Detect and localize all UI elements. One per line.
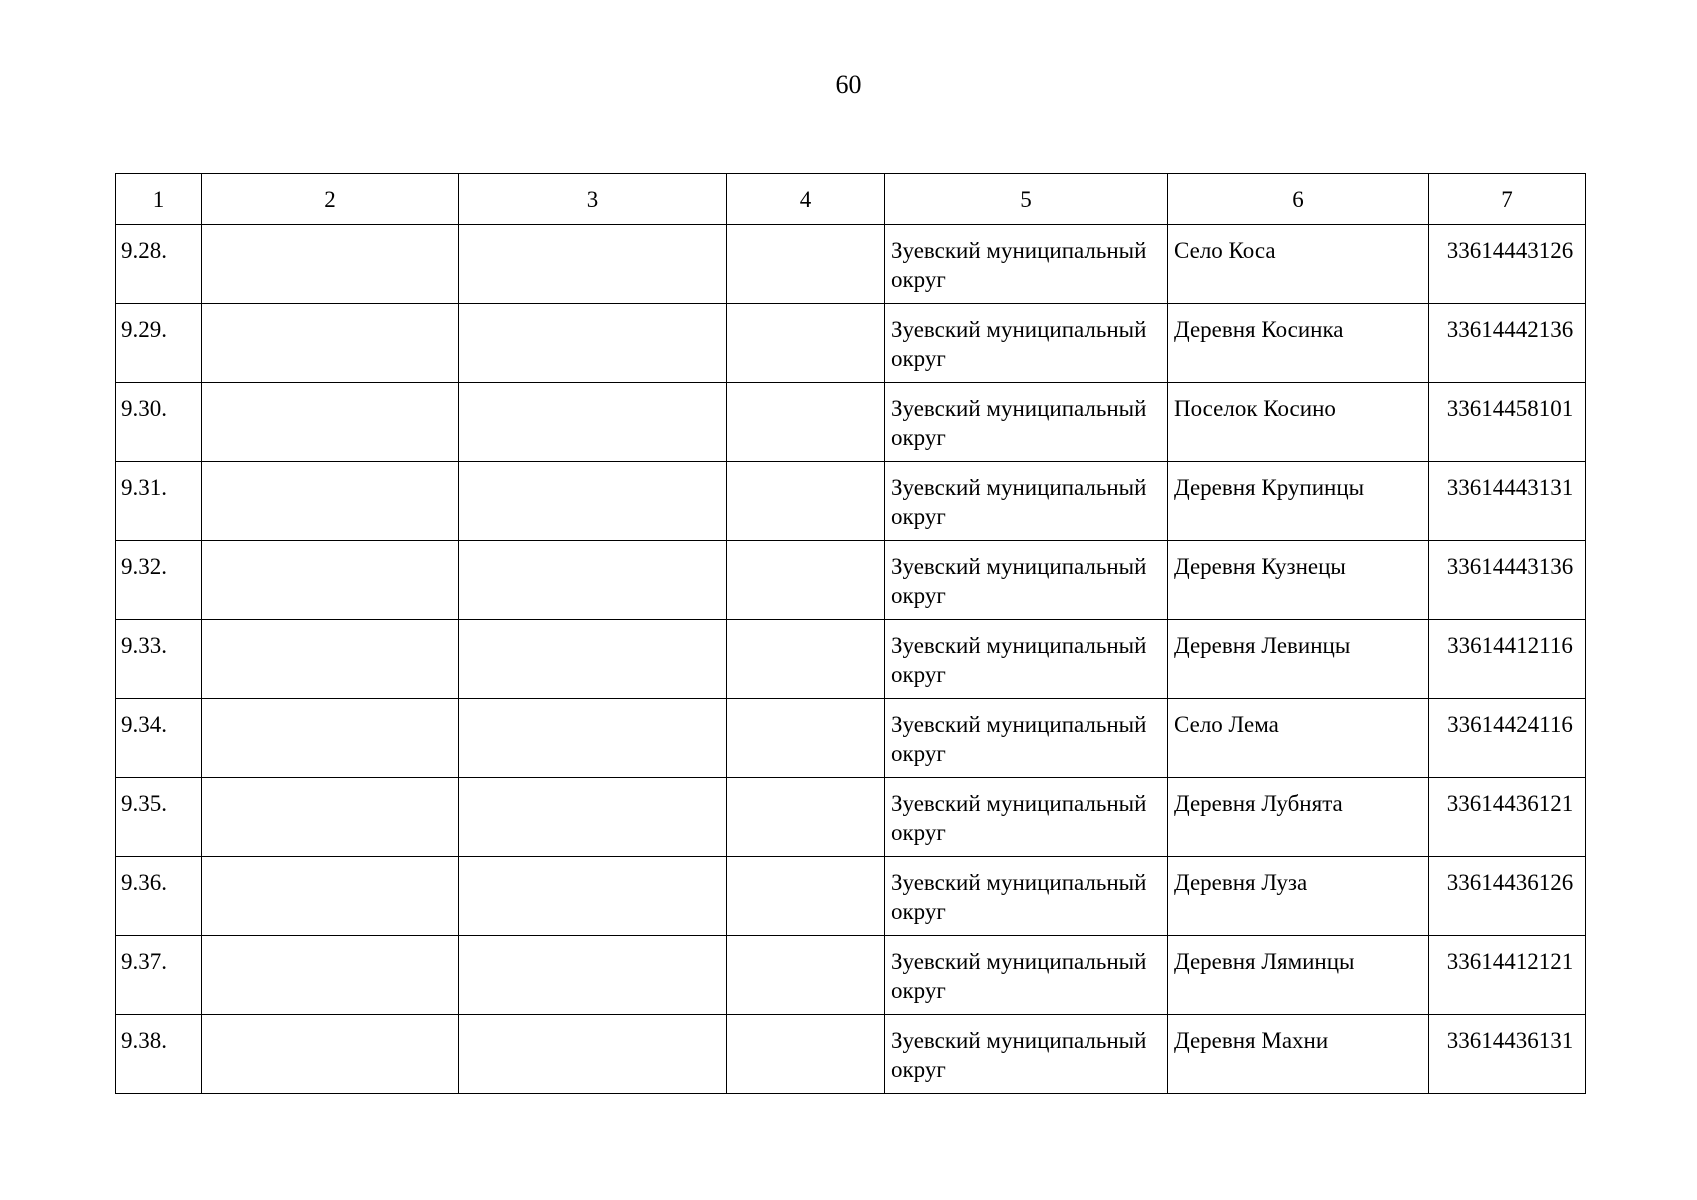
col-4-cell — [727, 699, 885, 778]
row-number-cell: 9.28. — [116, 225, 202, 304]
code-cell: 33614436121 — [1429, 778, 1586, 857]
district-cell: Зуевский муниципальный округ — [885, 383, 1168, 462]
col-3-cell — [459, 304, 727, 383]
table-row — [116, 383, 1586, 462]
col-2-cell — [202, 936, 459, 1015]
col-2-cell — [202, 541, 459, 620]
district-cell: Зуевский муниципальный округ — [885, 304, 1168, 383]
col-3-cell — [459, 462, 727, 541]
col-3-cell — [459, 541, 727, 620]
header-col-3: 3 — [459, 174, 727, 225]
district-cell: Зуевский муниципальный округ — [885, 936, 1168, 1015]
table-row — [116, 304, 1586, 383]
settlement-cell: Село Коса — [1168, 225, 1429, 304]
row-number-cell: 9.37. — [116, 936, 202, 1015]
settlement-cell: Деревня Кузнецы — [1168, 541, 1429, 620]
row-number-cell: 9.29. — [116, 304, 202, 383]
district-cell: Зуевский муниципальный округ — [885, 541, 1168, 620]
table-row — [116, 857, 1586, 936]
row-number-cell: 9.36. — [116, 857, 202, 936]
table-row — [116, 225, 1586, 304]
code-cell: 33614443126 — [1429, 225, 1586, 304]
code-cell: 33614424116 — [1429, 699, 1586, 778]
settlement-cell: Деревня Лубнята — [1168, 778, 1429, 857]
settlement-cell: Деревня Махни — [1168, 1015, 1429, 1094]
col-2-cell — [202, 699, 459, 778]
code-cell: 33614412116 — [1429, 620, 1586, 699]
table-row — [116, 778, 1586, 857]
district-cell: Зуевский муниципальный округ — [885, 462, 1168, 541]
col-3-cell — [459, 1015, 727, 1094]
code-cell: 33614443131 — [1429, 462, 1586, 541]
table-row — [116, 620, 1586, 699]
settlement-cell: Деревня Луза — [1168, 857, 1429, 936]
col-2-cell — [202, 1015, 459, 1094]
col-4-cell — [727, 462, 885, 541]
col-2-cell — [202, 225, 459, 304]
row-number-cell: 9.32. — [116, 541, 202, 620]
col-3-cell — [459, 620, 727, 699]
settlement-cell: Деревня Ляминцы — [1168, 936, 1429, 1015]
district-cell: Зуевский муниципальный округ — [885, 778, 1168, 857]
col-4-cell — [727, 778, 885, 857]
col-3-cell — [459, 225, 727, 304]
col-4-cell — [727, 541, 885, 620]
col-4-cell — [727, 936, 885, 1015]
code-cell: 33614458101 — [1429, 383, 1586, 462]
col-3-cell — [459, 857, 727, 936]
header-col-4: 4 — [727, 174, 885, 225]
code-cell: 33614412121 — [1429, 936, 1586, 1015]
col-4-cell — [727, 857, 885, 936]
header-col-2: 2 — [202, 174, 459, 225]
settlement-cell: Деревня Крупинцы — [1168, 462, 1429, 541]
code-cell: 33614442136 — [1429, 304, 1586, 383]
settlement-cell: Деревня Левинцы — [1168, 620, 1429, 699]
district-cell: Зуевский муниципальный округ — [885, 857, 1168, 936]
col-4-cell — [727, 620, 885, 699]
settlement-cell: Деревня Косинка — [1168, 304, 1429, 383]
table-row — [116, 936, 1586, 1015]
header-col-6: 6 — [1168, 174, 1429, 225]
col-4-cell — [727, 225, 885, 304]
col-3-cell — [459, 778, 727, 857]
header-row — [116, 174, 1586, 225]
row-number-cell: 9.38. — [116, 1015, 202, 1094]
col-4-cell — [727, 1015, 885, 1094]
col-2-cell — [202, 857, 459, 936]
col-2-cell — [202, 462, 459, 541]
col-2-cell — [202, 778, 459, 857]
table-row — [116, 699, 1586, 778]
col-2-cell — [202, 620, 459, 699]
table-body — [116, 225, 1586, 1094]
code-cell: 33614436126 — [1429, 857, 1586, 936]
col-2-cell — [202, 383, 459, 462]
row-number-cell: 9.31. — [116, 462, 202, 541]
registry-table — [115, 173, 1586, 1094]
row-number-cell: 9.35. — [116, 778, 202, 857]
table-row — [116, 462, 1586, 541]
col-4-cell — [727, 383, 885, 462]
row-number-cell: 9.34. — [116, 699, 202, 778]
settlement-cell: Поселок Косино — [1168, 383, 1429, 462]
table-header — [116, 174, 1586, 225]
table-row — [116, 541, 1586, 620]
code-cell: 33614443136 — [1429, 541, 1586, 620]
col-3-cell — [459, 699, 727, 778]
col-3-cell — [459, 936, 727, 1015]
settlement-cell: Село Лема — [1168, 699, 1429, 778]
header-col-7: 7 — [1429, 174, 1586, 225]
district-cell: Зуевский муниципальный округ — [885, 225, 1168, 304]
header-col-5: 5 — [885, 174, 1168, 225]
district-cell: Зуевский муниципальный округ — [885, 1015, 1168, 1094]
header-col-1: 1 — [116, 174, 202, 225]
district-cell: Зуевский муниципальный округ — [885, 699, 1168, 778]
col-4-cell — [727, 304, 885, 383]
row-number-cell: 9.33. — [116, 620, 202, 699]
col-3-cell — [459, 383, 727, 462]
row-number-cell: 9.30. — [116, 383, 202, 462]
page-number: 60 — [835, 70, 862, 99]
table-row — [116, 1015, 1586, 1094]
code-cell: 33614436131 — [1429, 1015, 1586, 1094]
col-2-cell — [202, 304, 459, 383]
district-cell: Зуевский муниципальный округ — [885, 620, 1168, 699]
